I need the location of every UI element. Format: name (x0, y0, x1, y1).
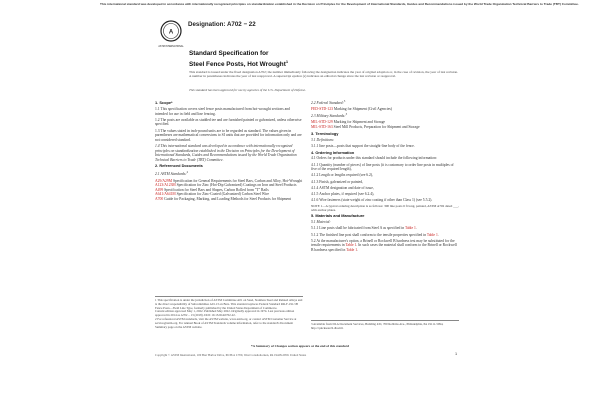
ordering-item: 4.1.6 Wire fasteners (state weight of zinc coating if other than Class 1) (see 5.5.2). (311, 198, 433, 203)
reference-item: A499 Specification for Steel Bars and Shapes, Carbon Rolled from "T" Rails (155, 187, 269, 192)
section-terminology-heading: 3. Terminology (311, 130, 339, 136)
copyright-line: Copyright © ASTM International, 100 Barr Harbor Drive, PO Box C700, West Conshohocken, PA 19428-2959. United States (155, 353, 307, 357)
para-5-1: 5.1 Material: (311, 220, 331, 225)
ordering-item: 4.1.3 Finish, galvanized or painted, (311, 179, 364, 184)
reference-item: A641/A641M Specification for Zinc-Coated (Galvanized) Carbon Steel Wire (155, 192, 269, 197)
table-1-link[interactable]: Table 1 (404, 226, 416, 231)
footnote-ref-3[interactable]: 3 (345, 112, 348, 117)
section-ordering-heading: 4. Ordering Information (311, 149, 355, 155)
para-2-2: 2.2 Federal Standard:$^3$ (311, 99, 346, 106)
footnote: 2 For referenced ASTM standards, visit the ASTM website, www.astm.org, or contact ASTM Customer Service at service@astm.org. For Annual Book of ASTM Standards volume information, refer to the standard's Document Summary page on the ASTM website. (155, 316, 297, 329)
astm-reference-list (155, 179, 303, 202)
section-scope-heading: 1. Scope* (155, 100, 173, 106)
para-5-1-2: 5.1.2 The finished line post shall conform to the tensile properties specified in Table 1. (311, 232, 439, 237)
note-1: NOTE 1—A typical ordering description is as follows: 300 line posts 6 ft long, painted, ASTM A702 dated ___, with anchor plates. (311, 204, 459, 213)
footnote: 1 This specification is under the jurisdiction of ASTM Committee A01 on Steel, Stainless Steel and Related Alloys and is the direct responsibility of Subcommittee A01.13 on Bars. This standard replaces Federal Standard RR-F-191/1B Fence Posts—Field Line Type, formerly published by the United States Department of Commerce. (155, 298, 303, 310)
title-footnote-ref[interactable]: 1 (285, 59, 289, 64)
title-line-1: Standard Specification for (189, 50, 269, 57)
para-2-1: 2.1 ASTM Standards:$^2$ (155, 170, 189, 177)
footnote: Current edition approved May 1, 2022. Published May 2022. Originally approved in 1974. Last previous edition approved in 2014 as A702 – 13 (2018). DOI: 10.1520/A0702-22. (155, 309, 295, 318)
reference-link[interactable]: A29/A29M (155, 178, 173, 183)
footnote-right: 3 Available from DLA Document Services, Building 4/D, 700 Robbins Ave., Philadelphia, PA 19111-5094, http://quicksearch.dla.mil. (311, 320, 459, 331)
para-1-2: 1.2 The posts are available as studded tee and are furnished painted or galvanized, unless otherwise specified. (155, 117, 302, 127)
footnote-ref-2[interactable]: 2 (186, 170, 189, 175)
para-5-2: 5.2 At the manufacturer's option, a Brinell or Rockwell B hardness test may be substituted for the tensile requirements in Table 1. In such cases the material shall conform to the Brinell or Rockwell B hardness specified in Table 1. (311, 238, 457, 252)
reference-item: A700 Guide for Packaging, Marking, and Loading Methods for Steel Products for Shipment (155, 197, 292, 202)
ordering-item: 4.1.5 Anchor plates, if required (see 6.2.4), (311, 191, 375, 196)
intl-standard-notice: This international standard was developed in accordance with internationally recognized principles on standardization established in the Decision on Principles for the Development of International Standards, Guides and Recommendations issued by the World Trade Organization Technical Barriers to Trade (TBT) Committee. (100, 2, 579, 6)
standard-issue-note: This standard is issued under the fixed designation A702; the number immediately following the designation indicates the year of original adoption or, in the case of revision, the year of last revision. A number in parentheses indicates the year of last reapproval. A superscript epsilon (ε) indicates an editorial change since the last revision or reapproval. (189, 70, 458, 79)
ordering-item: 4.1.2 Length or lengths required (see 6.2), (311, 173, 374, 178)
designation: Designation: A702 − 22 (188, 21, 256, 28)
right-column (311, 99, 459, 254)
reference-item: A29/A29M Specification for General Requirements for Steel Bars, Carbon and Alloy, Hot-Wrought (155, 178, 303, 183)
footnote-ref-3[interactable]: 3 (343, 99, 346, 103)
reference-link[interactable]: MIL-STD-129 (311, 120, 333, 125)
section-referenced-docs-heading: 2. Referenced Documents (155, 163, 203, 169)
footnotes-left (155, 296, 303, 329)
para-2-3: 2.3 Military Standards:$^3$ (311, 112, 348, 119)
para-1-3: 1.3 The values stated in inch-pound units are to be regarded as standard. The values given in parentheses are mathematical conversions to SI units that are provided for information only and are not considered standard. (155, 128, 302, 142)
para-3-1: 3.1 Definitions: (311, 137, 335, 142)
section-materials-heading: 5. Materials and Manufacture (311, 213, 365, 219)
para-3-1-1: 3.1.1 line posts—posts that support the straight-line body of the fence. (311, 143, 415, 148)
dod-approval-note: This standard has been approved for use by agencies of the U.S. Department of Defense. (189, 88, 306, 92)
federal-reference-item: FED-STD-123 Marking for Shipment (Civil Agencies) (311, 107, 393, 112)
table-1-link[interactable]: Table 1 (346, 247, 358, 252)
svg-text:A: A (168, 29, 174, 36)
reference-link[interactable]: MIL-STD-163 (311, 125, 333, 130)
table-1-link[interactable]: Table 1 (426, 232, 438, 237)
reference-item: A123/A123M Specification for Zinc (Hot-Dip Galvanized) Coatings on Iron and Steel Products (155, 183, 297, 188)
reference-link[interactable]: A499 (155, 187, 164, 192)
para-1-1: 1.1 This specification covers steel fence posts manufactured from hot-wrought sections and intended for use in field and line fencing. (155, 106, 290, 116)
para-1-4: 1.4 This international standard was developed in accordance with internationally recognized principles on standardization established in the Decision on Principles for the Development of International Standards, Guides and Recommendations issued by the World Trade Organization Technical Barriers to Trade (TBT) Committee. (155, 143, 297, 162)
para-4-1: 4.1 Orders for products under this standard should include the following information: (311, 156, 437, 161)
title-line-2: Steel Fence Posts, Hot Wrought$^1$ (189, 59, 289, 69)
reference-link[interactable]: FED-STD-123 (311, 107, 333, 112)
logo-text: ASTM INTERNATIONAL (158, 46, 184, 48)
astm-logo-icon (160, 20, 182, 50)
para-5-1-1: 5.1.1 Line posts shall be fabricated from Steel A as specified in Table 1. (311, 226, 417, 231)
table-1-link[interactable]: Table 1 (345, 243, 357, 248)
page-number: 1 (455, 352, 458, 356)
page-title (189, 50, 288, 69)
ordering-item: 4.1.4 ASTM designation and date of issue, (311, 185, 374, 190)
left-column (155, 99, 303, 202)
ordering-item: 4.1.1 Quantity (number of pieces) of line posts (it is customary to order line posts in multiples of five of the required length), (311, 162, 454, 172)
military-reference-item: MIL-STD-163 Steel Mill Products, Preparation for Shipment and Storage (311, 125, 420, 130)
military-reference-item: MIL-STD-129 Marking for Shipment and Storage (311, 120, 386, 125)
summary-of-changes-note: *A Summary of Changes section appears at the end of this standard (250, 344, 350, 348)
reference-link[interactable]: A123/A123M (155, 183, 176, 188)
reference-link[interactable]: A641/A641M (155, 192, 176, 197)
reference-link[interactable]: A700 (155, 197, 164, 202)
